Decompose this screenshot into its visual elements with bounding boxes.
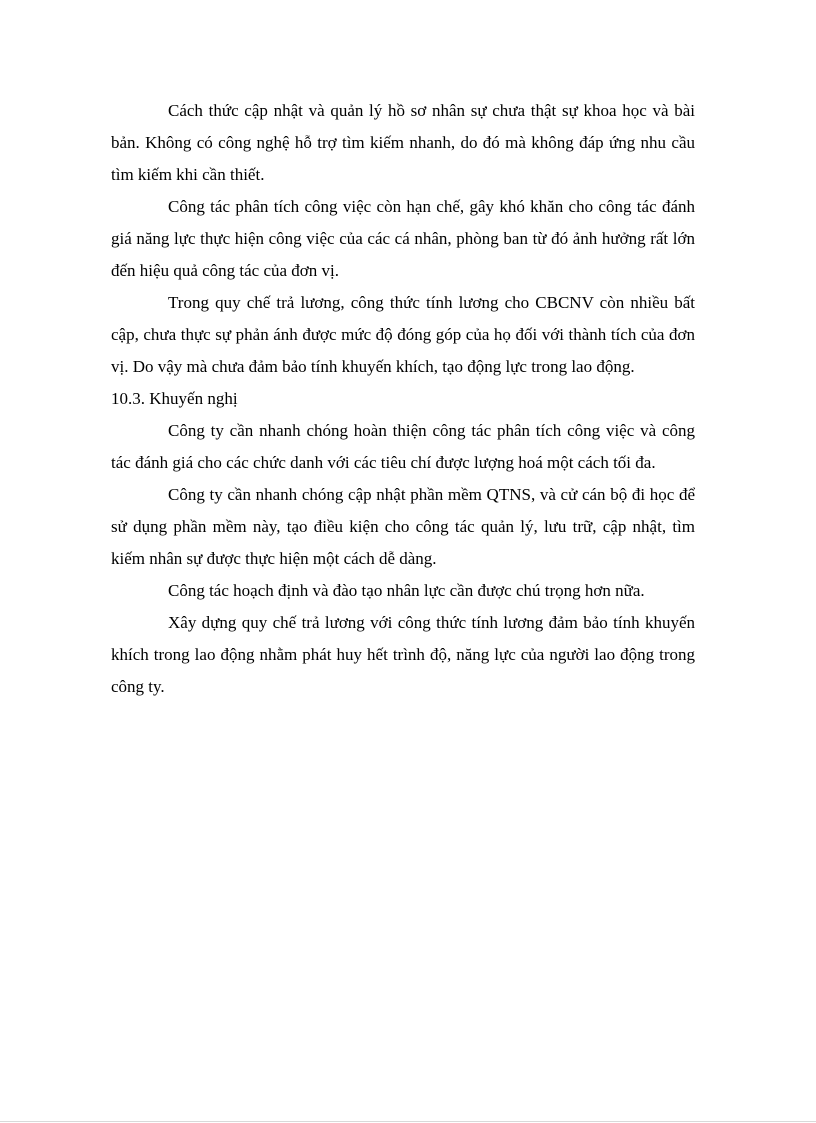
document-body [111, 95, 695, 703]
section-heading-recommendations: 10.3. Khuyến nghị [111, 389, 238, 408]
paragraph-recommendation-4: Xây dựng quy chế trả lương với công thức tính lương đảm bảo tính khuyến khích trong lao động nhằm phát huy hết trình độ, năng lực của người lao động trong công ty. [111, 613, 695, 696]
paragraph-hr-records: Cách thức cập nhật và quản lý hồ sơ nhân sự chưa thật sự khoa học và bài bản. Không có công nghệ hỗ trợ tìm kiếm nhanh, do đó mà không đáp ứng nhu cầu tìm kiếm khi cần thiết. [111, 101, 695, 184]
paragraph-recommendation-3: Công tác hoạch định và đào tạo nhân lực cần được chú trọng hơn nữa. [168, 581, 645, 600]
page-bottom-edge [0, 1121, 816, 1122]
paragraph-salary-regulation: Trong quy chế trả lương, công thức tính lương cho CBCNV còn nhiều bất cập, chưa thực sự phản ánh được mức độ đóng góp của họ đối với thành tích của đơn vị. Do vậy mà chưa đảm bảo tính khuyến khích, tạo động lực trong lao động. [111, 293, 695, 376]
paragraph-job-analysis: Công tác phân tích công việc còn hạn chế, gây khó khăn cho công tác đánh giá năng lực thực hiện công việc của các cá nhân, phòng ban từ đó ảnh hưởng rất lớn đến hiệu quả công tác của đơn vị. [111, 197, 695, 280]
paragraph-recommendation-1: Công ty cần nhanh chóng hoàn thiện công tác phân tích công việc và công tác đánh giá cho các chức danh với các tiêu chí được lượng hoá một cách tối đa. [111, 421, 695, 472]
paragraph-recommendation-2: Công ty cần nhanh chóng cập nhật phần mềm QTNS, và cử cán bộ đi học để sử dụng phần mềm này, tạo điều kiện cho công tác quản lý, lưu trữ, cập nhật, tìm kiếm nhân sự được thực hiện một cách dễ dàng. [111, 485, 695, 568]
